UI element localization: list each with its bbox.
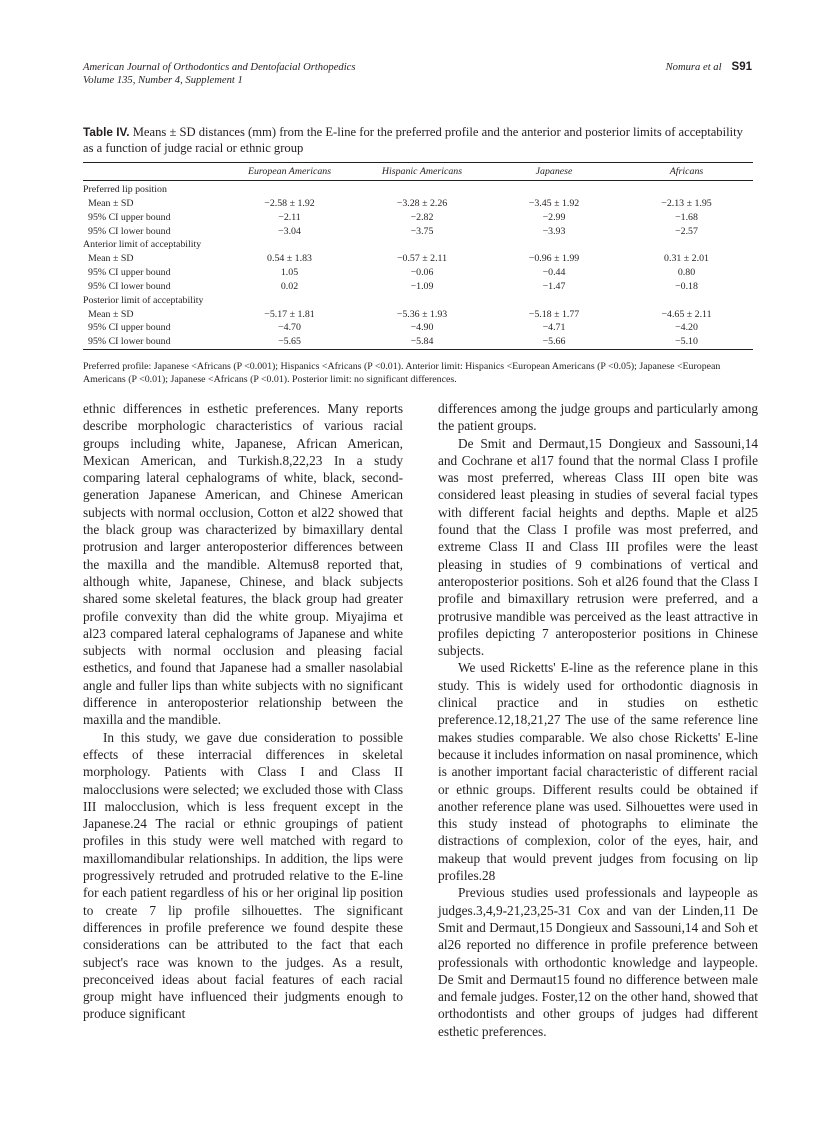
body-paragraph: We used Ricketts' E-line as the reference plane in this study. This is widely used for orthodontic diagnosis in clinical practice and in studies on esthetic preference.12,18,21,27 The use of the same reference line makes studies comparable. We also chose Ricketts' E-line because it includes information on nasal prominence, which is another important facial characteristic of different racial or ethnic groups. Different results could be obtained if another reference plane was used. Silhouettes were used in this study instead of photographs to eliminate the distractions of complexion, color of the eyes, hair, and makeup that would prevent judges from focusing on lip profiles.28 — [438, 660, 758, 884]
table-cell: −4.90 — [410, 322, 434, 334]
table-cell: −5.17 ± 1.81 — [264, 308, 315, 320]
row-label: 95% CI lower bound — [88, 280, 171, 292]
row-section-label: Posterior limit of acceptability — [83, 294, 204, 306]
table-cell: −5.18 ± 1.77 — [528, 308, 580, 320]
table-cell: −3.45 ± 1.92 — [528, 197, 580, 209]
table-cell: −3.93 — [542, 225, 566, 237]
row-label: Mean ± SD — [88, 308, 134, 320]
table-cell: −2.11 — [278, 211, 301, 223]
table-cell: −5.36 ± 1.93 — [396, 308, 448, 320]
table-label: Table IV. — [83, 125, 130, 139]
running-header-page — [666, 61, 752, 74]
column-header: Hispanic Americans — [381, 166, 463, 177]
table-cell: 0.80 — [677, 267, 696, 279]
row-label: 95% CI upper bound — [88, 211, 171, 223]
table-cell: −4.20 — [675, 322, 698, 334]
row-label: Mean ± SD — [88, 253, 134, 265]
table-cell — [223, 181, 356, 197]
body-column-left — [83, 400, 403, 1023]
body-column-right — [438, 400, 758, 1040]
table-cell: 1.05 — [280, 267, 299, 279]
body-paragraph: differences among the judge groups and particularly among the patient groups. — [438, 401, 758, 434]
table-cell: −5.84 — [410, 336, 434, 348]
table-cell — [488, 238, 620, 252]
table-cell: −0.44 — [542, 267, 566, 279]
journal-volume: Volume 135, Number 4, Supplement 1 — [83, 75, 243, 86]
table-row — [83, 211, 753, 225]
table-cell — [223, 294, 356, 308]
table-cell: −1.47 — [542, 280, 566, 292]
table-cell: −2.58 ± 1.92 — [264, 197, 315, 209]
running-header-journal — [83, 61, 355, 87]
table-row — [83, 197, 753, 211]
table-row — [83, 308, 753, 322]
data-table — [83, 162, 753, 350]
table-section-row — [83, 181, 753, 197]
table-row — [83, 335, 753, 349]
column-header: Africans — [669, 166, 704, 177]
table-section-row — [83, 294, 753, 308]
row-label: Mean ± SD — [88, 197, 134, 209]
row-section-label: Preferred lip position — [83, 184, 167, 195]
table-cell — [488, 181, 620, 197]
table-cell: −2.57 — [675, 225, 698, 237]
row-label: 95% CI upper bound — [88, 322, 171, 334]
table-row — [83, 266, 753, 280]
table-row — [83, 252, 753, 266]
table-cell: −2.13 ± 1.95 — [661, 197, 712, 209]
table-bottom-rule — [83, 349, 753, 350]
table-cell — [620, 294, 753, 308]
table-section-row — [83, 238, 753, 252]
table-cell: 0.54 ± 1.83 — [267, 253, 312, 265]
table-row — [83, 321, 753, 335]
table-cell: −3.04 — [278, 225, 301, 237]
table-cell — [223, 238, 356, 252]
table-cell: 0.31 ± 2.01 — [664, 253, 709, 265]
journal-title: American Journal of Orthodontics and Dentofacial Orthopedics — [83, 62, 356, 73]
table-cell: −4.71 — [542, 322, 566, 334]
column-header: European Americans — [247, 166, 332, 177]
page-number: S91 — [731, 61, 752, 73]
table-cell — [620, 238, 753, 252]
table-footnote: Preferred profile: Japanese <Africans (P <0.001); Hispanics <Africans (P <0.01). Anterior limit: Hispanics <European Americans (P <0.05); Japanese <European Americans (P <0.01); Japanese <Africans (P <0.01). Posterior limit: no significant differences. — [83, 361, 721, 385]
table-cell: −0.06 — [410, 267, 434, 279]
table-cell: −0.57 ± 2.11 — [396, 253, 448, 265]
table-cell: −4.65 ± 2.11 — [661, 308, 712, 320]
body-paragraph: De Smit and Dermaut,15 Dongieux and Sassouni,14 and Cochrane et al17 found that the normal Class I profile was most preferred, whereas Class III open bite was considered least pleasing in studies of several facial types with different facial heights and depths. Maple et al25 found that the Class I profile was most preferred, and extreme Class II and Class III profiles were the least pleasing in studies of 9 combinations of vertical and anteroposterior positions. Soh et al26 found that the Class I profile and bimaxillary retrusion were preferred, and a protrusive mandible was perceived as the least attractive in profiles depicting 7 anteroposterior positions in Chinese subjects. — [438, 435, 758, 659]
table-cell: −4.70 — [278, 322, 301, 334]
table-cell: 0.02 — [280, 280, 299, 292]
table-caption-text: Means ± SD distances (mm) from the E-line for the preferred profile and the anterior and posterior limits of acceptability as a function of judge racial or ethnic group — [83, 125, 743, 155]
table-cell: −1.68 — [675, 211, 698, 223]
row-label: 95% CI lower bound — [88, 225, 171, 237]
table-cell: −0.18 — [675, 280, 698, 292]
table-body — [83, 181, 753, 349]
table-cell — [356, 294, 488, 308]
table-row — [83, 225, 753, 239]
table-cell — [620, 181, 753, 197]
table-cell — [488, 294, 620, 308]
table-cell: −3.75 — [410, 225, 434, 237]
table-cell: −0.96 ± 1.99 — [528, 253, 580, 265]
column-header: Japanese — [535, 166, 573, 177]
row-label: 95% CI lower bound — [88, 336, 171, 348]
table-cell: −5.66 — [542, 336, 566, 348]
running-authors: Nomura et al — [665, 62, 722, 73]
table-caption — [83, 125, 755, 156]
table-header-blank — [83, 163, 223, 181]
table-cell: −1.09 — [410, 280, 434, 292]
table-cell — [356, 238, 488, 252]
table-header-row — [83, 163, 753, 181]
row-label: 95% CI upper bound — [88, 267, 171, 279]
table-row — [83, 280, 753, 294]
row-section-label: Anterior limit of acceptability — [83, 239, 202, 251]
body-paragraph: In this study, we gave due consideration to possible effects of these interracial differences in skeletal morphology. Patients with Class I and Class II malocclusions were selected; we excluded those with Class III malocclusion, which is less frequent except in the Japanese.24 The racial or ethnic groupings of patient profiles in this study were well matched with regard to maxillomandibular relationships. In addition, the lips were progressively retruded and protruded relative to the E-line for each patient regardless of his or her original lip position to create 7 lip profile silhouettes. The significant differences in profile preference we found despite these considerations can be attributed to the fact that each subject's race was known to the judges. As a result, preconceived ideas about facial features of each racial group might have influenced their judgments enough to produce significant — [83, 729, 403, 1022]
table-cell: −3.28 ± 2.26 — [396, 197, 448, 209]
table-cell: −2.82 — [410, 211, 434, 223]
body-paragraph: ethnic differences in esthetic preferences. Many reports describe morphologic characteristics of various racial groups including white, Japanese, African American, Mexican American, and Turkish.8,22,23 In a study comparing lateral cephalograms of white, black, second-generation Japanese American, and Chinese American subjects with normal occlusion, Cotton et al22 showed that the black group was characterized by bimaxillary dental protrusion and larger anteroposterior differences between the maxilla and the mandible. Altemus8 reported that, although white, Japanese, Chinese, and black subjects shared some skeletal features, the black group had greater profile convexity than did the white group. Miyajima et al23 compared lateral cephalograms of Japanese and white subjects with normal occlusion and pleasing facial esthetics, and found that Japanese had a smaller nasolabial angle and fuller lips than white subjects with no significant difference in anteroposterior relationship between the maxilla and the mandible. — [83, 401, 403, 728]
table-cell: −2.99 — [542, 211, 566, 223]
table-cell — [356, 181, 488, 197]
table-cell: −5.10 — [675, 336, 698, 348]
body-paragraph: Previous studies used professionals and laypeople as judges.3,4,9-21,23,25-31 Cox and van der Linden,11 De Smit and Dermaut,15 Dongieux and Sassouni,14 and Soh et al26 reported no difference in profile preference between professionals with orthodontic knowledge and laypeople. De Smit and Dermaut15 found no difference between male and female judges. Foster,12 on the other hand, showed that orthodontists and other groups of judges had different esthetic preferences. — [438, 885, 758, 1039]
table-cell: −5.65 — [278, 336, 301, 348]
